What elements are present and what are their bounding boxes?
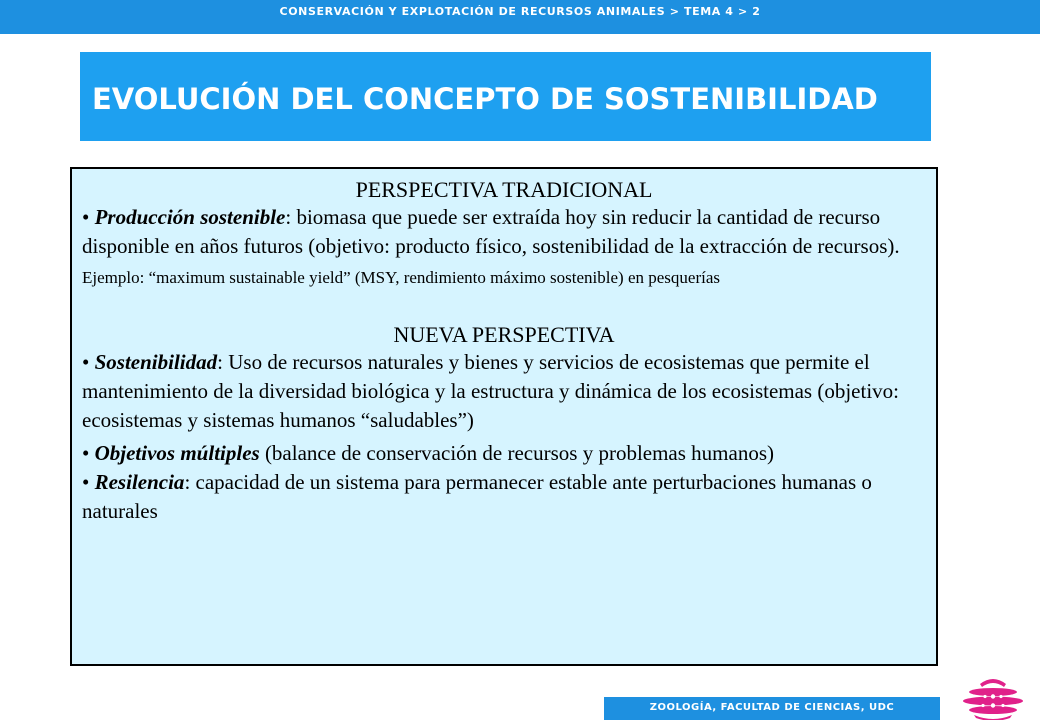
footer-text: ZOOLOGÍA, FACULTAD DE CIENCIAS, UDC [649, 702, 895, 713]
traditional-example: Ejemplo: “maximum sustainable yield” (MSY, rendimiento máximo sostenible) en pesquerías [82, 268, 721, 287]
term-produccion: Producción sostenible [94, 205, 286, 229]
term-resilencia: Resilencia [94, 470, 185, 494]
term-objetivos: Objetivos múltiples [94, 441, 260, 465]
item-text: (balance de conservación de recursos y problemas humanos) [259, 441, 774, 465]
term-sostenibilidad: Sostenibilidad [94, 350, 218, 374]
bullet: • [82, 441, 90, 465]
item-text: : Uso de recursos naturales y bienes y servicios de ecosistemas que permite el mantenimiento de la diversidad biológica y la estructura y dinámica de los ecosistemas (objetivo: ecosistemas y sistemas humanos “saludables”) [82, 350, 900, 432]
traditional-heading: PERSPECTIVA TRADICIONAL [355, 177, 653, 202]
page-title: EVOLUCIÓN DEL CONCEPTO DE SOSTENIBILIDAD [92, 82, 878, 116]
new-item-resilencia [82, 468, 926, 526]
bullet: • [82, 350, 90, 374]
breadcrumb: CONSERVACIÓN Y EXPLOTACIÓN DE RECURSOS ANIMALES > TEMA 4 > 2 [279, 5, 761, 18]
bullet: • [82, 205, 90, 229]
traditional-paragraph [82, 203, 926, 292]
new-heading: NUEVA PERSPECTIVA [393, 322, 615, 347]
top-bar [0, 0, 1040, 34]
content-box [70, 167, 938, 666]
traditional-text: : biomasa que puede ser extraída hoy sin reducir la cantidad de recurso disponible en años futuros (objetivo: producto físico, sostenibilidad de la extracción de recursos). [82, 205, 900, 258]
bullet: • [82, 470, 90, 494]
footer-bar [604, 697, 940, 720]
title-banner [80, 52, 931, 141]
new-item-objetivos [82, 439, 926, 468]
new-item-sostenibilidad [82, 348, 926, 435]
udc-logo-icon [958, 668, 1028, 720]
item-text: : capacidad de un sistema para permanecer estable ante perturbaciones humanas o naturales [82, 470, 872, 523]
